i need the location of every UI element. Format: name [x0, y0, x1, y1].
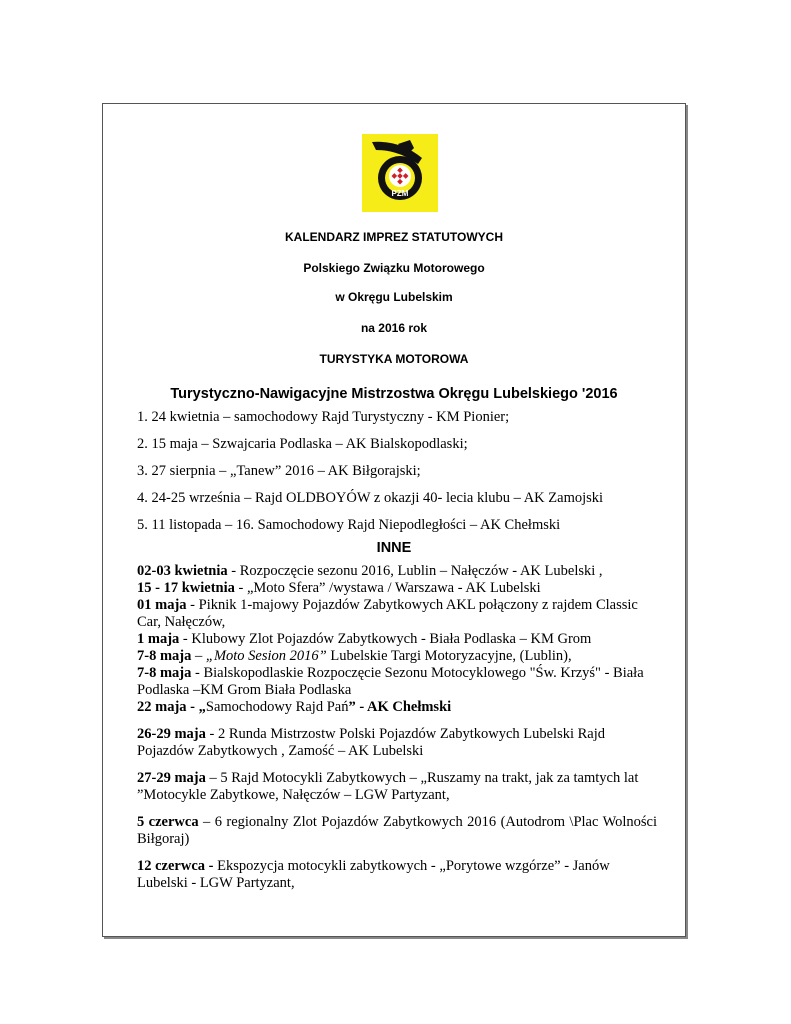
header-line-5: TURYSTYKA MOTOROWA [319, 352, 469, 366]
pzm-logo [362, 134, 438, 212]
header-line-2: Polskiego Związku Motorowego [303, 261, 485, 275]
event-item: 15 - 17 kwietnia - „Moto Sfera” /wystawa / Warszawa - AK Lubelski [137, 580, 541, 596]
list-item: 2. 15 maja – Szwajcaria Podlaska – AK Bialskopodlaski; [137, 436, 468, 452]
event-item: 01 maja - Piknik 1-majowy Pojazdów Zabytkowych AKL połączony z rajdem Classic Car, Nałęczów, [137, 597, 638, 630]
header-line-1: KALENDARZ IMPREZ STATUTOWYCH [285, 230, 503, 244]
championship-list [137, 409, 677, 534]
event-item: 7-8 maja - Bialskopodlaskie Rozpoczęcie Sezonu Motocyklowego "Św. Krzyś" - Biała Podlaska –KM Grom Biała Podlaska [137, 665, 644, 698]
header-line-4: na 2016 rok [360, 321, 428, 335]
logo-text: PZM [391, 189, 409, 198]
event-item: 22 maja - „Samochodowy Rajd Pań” - AK Chełmski [137, 699, 452, 715]
list-item: 5. 11 listopada – 16. Samochodowy Rajd Niepodległości – AK Chełmski [137, 517, 561, 533]
event-item: 26-29 maja - 2 Runda Mistrzostw Polski Pojazdów Zabytkowych Lubelski Rajd Pojazdów Zabytkowych , Zamość – AK Lubelski [137, 726, 606, 759]
event-item: 02-03 kwietnia - Rozpoczęcie sezonu 2016, Lublin – Nałęczów - AK Lubelski , [137, 563, 603, 579]
list-item: 1. 24 kwietnia – samochodowy Rajd Turystyczny - KM Pionier; [137, 409, 510, 425]
event-item: 1 maja - Klubowy Zlot Pojazdów Zabytkowych - Biała Podlaska – KM Grom [137, 631, 592, 647]
event-item: 7-8 maja – „Moto Sesion 2016” Lubelskie Targi Motoryzacyjne, (Lublin), [137, 648, 572, 664]
list-item: 3. 27 sierpnia – „Tanew” 2016 – AK Biłgorajski; [137, 463, 421, 479]
list-item: 4. 24-25 września – Rajd OLDBOYÓW z okazji 40- lecia klubu – AK Zamojski [137, 490, 604, 506]
event-item: 27-29 maja – 5 Rajd Motocykli Zabytkowych – „Ruszamy na trakt, jak za tamtych lat ”Motocykle Zabytkowe, Nałęczów – LGW Partyzant, [137, 770, 639, 803]
other-events [137, 563, 657, 892]
championship-title: Turystyczno-Nawigacyjne Mistrzostwa Okręgu Lubelskiego '2016 [170, 386, 618, 402]
other-title: INNE [376, 540, 412, 556]
event-item: 12 czerwca - Ekspozycja motocykli zabytkowych - „Porytowe wzgórze” - Janów Lubelski - LGW Partyzant, [137, 858, 610, 891]
event-item: 5 czerwca – 6 regionalny Zlot Pojazdów Zabytkowych 2016 (Autodrom \Plac Wolności Biłgoraj) [137, 814, 657, 847]
header-line-3: w Okręgu Lubelskim [335, 290, 453, 304]
